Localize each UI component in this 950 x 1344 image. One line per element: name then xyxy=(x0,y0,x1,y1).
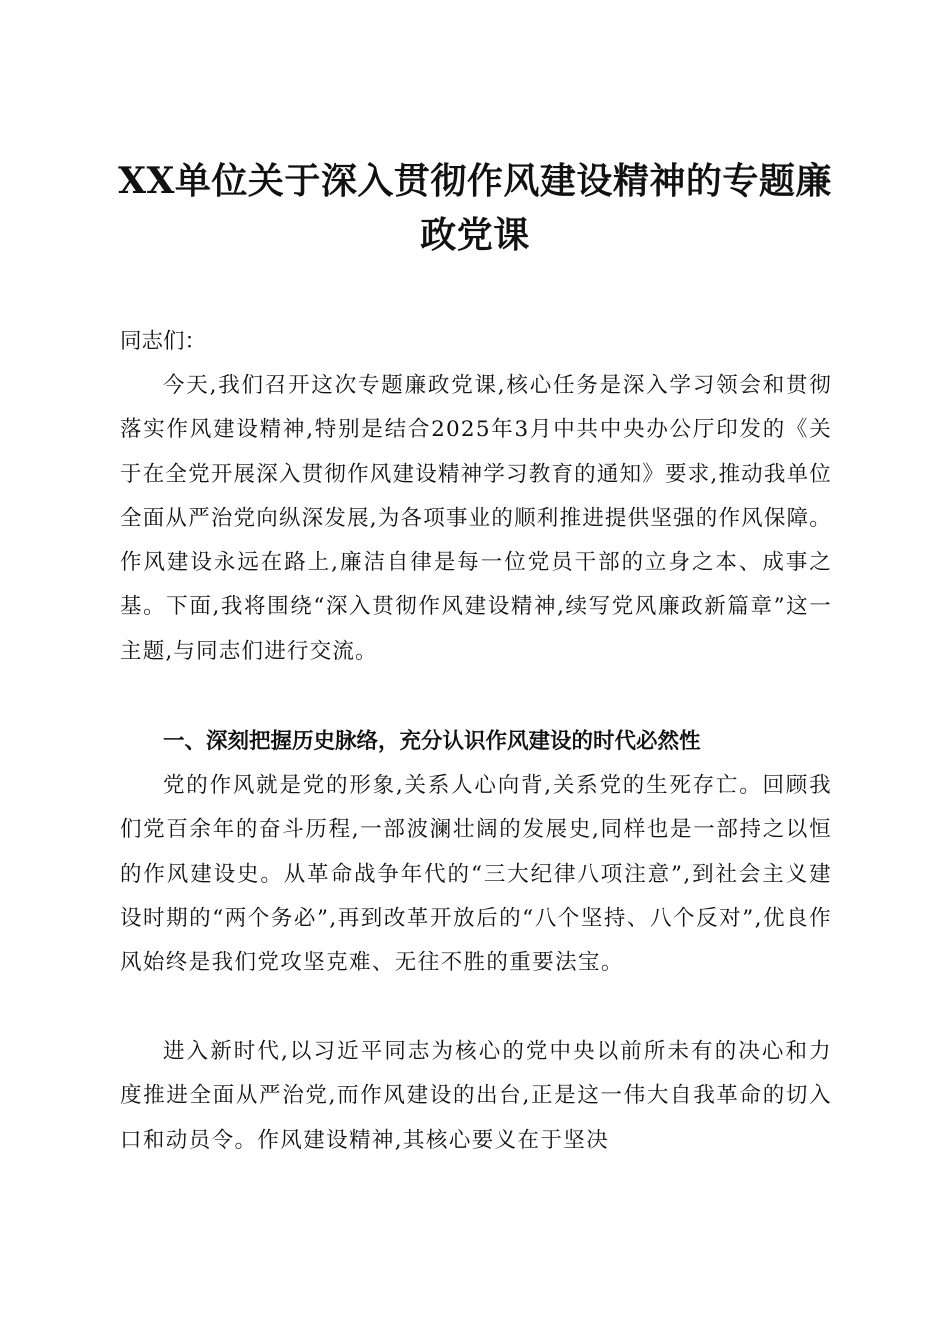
section-heading-1: 一、深刻把握历史脉络，充分认识作风建设的时代必然性 xyxy=(163,729,701,754)
paragraph-intro: 今天,我们召开这次专题廉政党课,核心任务是深入学习领会和贯彻落实作风建设精神,特别是结合2025年3月中共中央办公厅印发的《关于在全党开展深入贯彻作风建设精神学习教育的通知》要求,推动我单位全面从严治党向纵深发展,为各项事业的顺利推进提供坚强的作风保障。作风建设永远在路上,廉洁自律是每一位党员干部的立身之本、成事之基。下面,我将围绕“深入贯彻作风建设精神,续写党风廉政新篇章”这一主题,与同志们进行交流。 xyxy=(120,373,832,664)
paragraph-new-era: 进入新时代,以习近平同志为核心的党中央以前所未有的决心和力度推进全面从严治党,而作风建设的出台,正是这一伟大自我革命的切入口和动员令。作风建设精神,其核心要义在于坚决 xyxy=(120,1039,832,1153)
salutation: 同志们： xyxy=(120,329,207,354)
document-title-line2: 政党课 xyxy=(420,214,530,256)
paragraph-history: 党的作风就是党的形象,关系人心向背,关系党的生死存亡。回顾我们党百余年的奋斗历程,一部波澜壮阔的发展史,同样也是一部持之以恒的作风建设史。从革命战争年代的“三大纪律八项注意”,到社会主义建设时期的“两个务必”,再到改革开放后的“八个坚持、八个反对”,优良作风始终是我们党攻坚克难、无往不胜的重要法宝。 xyxy=(120,773,832,976)
document-title-line1: XX单位关于深入贯彻作风建设精神的专题廉 xyxy=(118,160,832,202)
